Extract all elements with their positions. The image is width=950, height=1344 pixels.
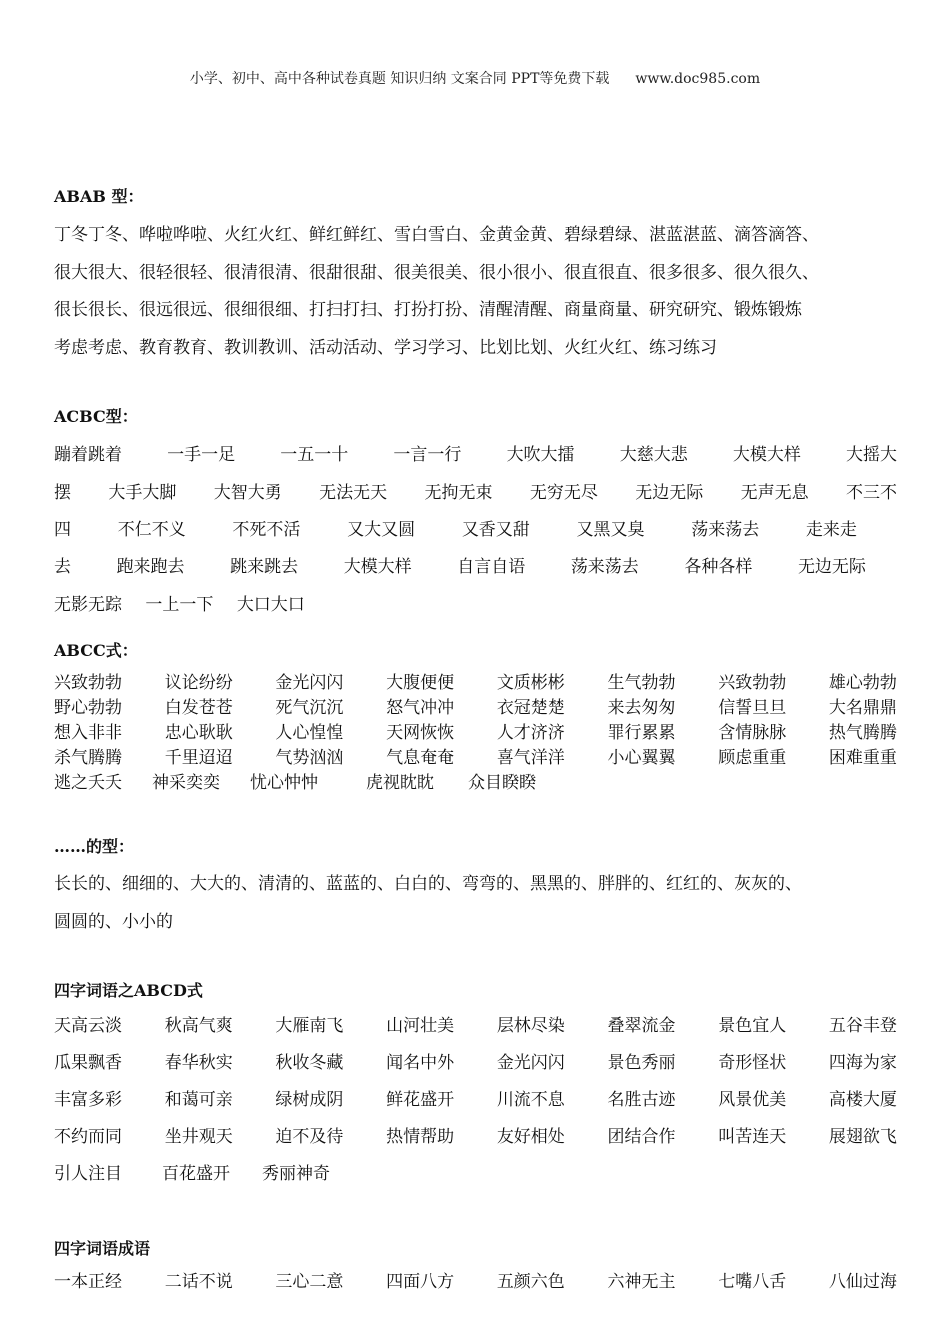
word: 无拘无束 <box>424 483 493 503</box>
acbc-line <box>54 478 904 503</box>
word: 一言一行 <box>393 445 462 465</box>
word: 大模大样 <box>732 445 801 465</box>
word: 野心勃勃 <box>54 698 122 718</box>
word: 想入非非 <box>54 723 122 743</box>
abcd-row <box>54 1012 897 1049</box>
chengyu-title: 四字词语成语 <box>54 1239 151 1258</box>
word: 兴致勃勃 <box>54 673 122 693</box>
abcd-title: 四字词语之ABCD式 <box>54 981 203 1000</box>
abcd-row <box>54 1123 897 1160</box>
word: 喜气洋洋 <box>496 748 565 768</box>
word: 跑来跑去 <box>116 557 185 577</box>
word: 杀气腾腾 <box>54 748 122 768</box>
chengyu-grid <box>54 1268 897 1296</box>
word: 大雁南飞 <box>275 1016 344 1036</box>
word: 迫不及待 <box>275 1127 344 1147</box>
word: 大手大脚 <box>108 483 177 503</box>
word: 秀丽神奇 <box>262 1164 330 1184</box>
abab-line: 丁冬丁冬、哗啦哗啦、火红火红、鲜红鲜红、雪白雪白、金黄金黄、碧绿碧绿、湛蓝湛蓝、滴答滴答、 <box>54 225 819 245</box>
acbc-line <box>54 552 904 577</box>
word: 来去匆匆 <box>607 698 676 718</box>
word: 摆 <box>54 483 71 503</box>
word: 五颜六色 <box>496 1272 565 1292</box>
word: 五谷丰登 <box>828 1016 897 1036</box>
word: 川流不息 <box>496 1090 565 1110</box>
abcd-row <box>54 1160 897 1197</box>
word: 风景优美 <box>718 1090 787 1110</box>
word: 山河壮美 <box>386 1016 455 1036</box>
word: 衣冠楚楚 <box>496 698 565 718</box>
word: 三心二意 <box>275 1272 344 1292</box>
word: 无边无际 <box>797 557 866 577</box>
acbc-line <box>54 440 904 465</box>
word: 人心惶惶 <box>275 723 344 743</box>
word: 六神无主 <box>607 1272 676 1292</box>
word: 无影无踪 <box>54 595 122 615</box>
word: 景色宜人 <box>718 1016 787 1036</box>
word: 气势汹汹 <box>275 748 344 768</box>
word: 名胜古迹 <box>607 1090 676 1110</box>
word: 绿树成阴 <box>275 1090 344 1110</box>
word: 小心翼翼 <box>607 748 676 768</box>
word: 虎视眈眈 <box>366 773 434 793</box>
abcd-row <box>54 1086 897 1123</box>
word: 又黑又臭 <box>576 520 645 540</box>
abcd-grid <box>54 1012 897 1197</box>
word: 四 <box>54 520 71 540</box>
de-title: ……的型： <box>54 837 135 856</box>
de-line: 长长的、细细的、大大的、清清的、蓝蓝的、白白的、弯弯的、黑黑的、胖胖的、红红的、灰灰的、 <box>54 874 802 894</box>
word: 不三不 <box>846 483 897 503</box>
word: 忠心耿耿 <box>164 723 233 743</box>
word: 议论纷纷 <box>164 673 233 693</box>
word: 天高云淡 <box>54 1016 122 1036</box>
word: 大模大样 <box>343 557 412 577</box>
word: 四海为家 <box>828 1053 897 1073</box>
word: 秋收冬藏 <box>275 1053 344 1073</box>
word: 各种各样 <box>684 557 753 577</box>
word: 人才济济 <box>496 723 565 743</box>
word: 去 <box>54 557 71 577</box>
page-header <box>0 68 950 88</box>
word: 无穷无尽 <box>529 483 598 503</box>
abab-line: 很长很长、很远很远、很细很细、打扫打扫、打扮打扮、清醒清醒、商量商量、研究研究、锻炼锻炼 <box>54 300 802 320</box>
word: 热气腾腾 <box>828 723 897 743</box>
word: 一五一十 <box>280 445 349 465</box>
word: 顾虑重重 <box>718 748 787 768</box>
word: 无边无际 <box>635 483 704 503</box>
word: 大名鼎鼎 <box>828 698 897 718</box>
word: 大智大勇 <box>213 483 282 503</box>
word: 千里迢迢 <box>164 748 233 768</box>
acbc-line <box>54 590 904 615</box>
word: 八仙过海 <box>828 1272 897 1292</box>
word: 又大又圆 <box>347 520 416 540</box>
abcc-row <box>54 671 897 696</box>
word: 大腹便便 <box>386 673 455 693</box>
header-text: 小学、初中、高中各种试卷真题 知识归纳 文案合同 PPT等免费下载 <box>189 71 610 87</box>
acbc-line <box>54 515 904 540</box>
word: 神采奕奕 <box>152 773 220 793</box>
word: 无声无息 <box>740 483 809 503</box>
acbc-title: ACBC型： <box>54 407 138 426</box>
abcc-row <box>54 721 897 746</box>
word: 不死不活 <box>232 520 301 540</box>
word: 荡来荡去 <box>570 557 639 577</box>
word: 兴致勃勃 <box>718 673 787 693</box>
word: 忧心忡忡 <box>250 773 318 793</box>
abcc-grid <box>54 671 897 796</box>
word: 金光闪闪 <box>496 1053 565 1073</box>
abcc-row <box>54 746 897 771</box>
word: 坐井观天 <box>164 1127 233 1147</box>
abcd-row <box>54 1049 897 1086</box>
word: 众目睽睽 <box>468 773 536 793</box>
word: 不约而同 <box>54 1127 122 1147</box>
word: 景色秀丽 <box>607 1053 676 1073</box>
word: 金光闪闪 <box>275 673 344 693</box>
word: 生气勃勃 <box>607 673 676 693</box>
word: 大口大口 <box>236 595 305 615</box>
word: 闻名中外 <box>386 1053 455 1073</box>
word: 叠翠流金 <box>607 1016 676 1036</box>
word: 逃之夭夭 <box>54 773 122 793</box>
word: 和蔼可亲 <box>164 1090 233 1110</box>
word: 大慈大悲 <box>619 445 688 465</box>
word: 死气沉沉 <box>275 698 344 718</box>
word: 气息奄奄 <box>386 748 455 768</box>
word: 层林尽染 <box>496 1016 565 1036</box>
word: 一手一足 <box>167 445 236 465</box>
word: 七嘴八舌 <box>718 1272 787 1292</box>
word: 无法无天 <box>319 483 388 503</box>
word: 引人注目 <box>54 1164 122 1184</box>
word: 展翅欲飞 <box>828 1127 897 1147</box>
word: 丰富多彩 <box>54 1090 122 1110</box>
word: 大吹大擂 <box>506 445 575 465</box>
abcc-row <box>54 696 897 721</box>
word: 信誓旦旦 <box>718 698 787 718</box>
word: 二话不说 <box>164 1272 233 1292</box>
word: 秋高气爽 <box>164 1016 233 1036</box>
word: 热情帮助 <box>386 1127 455 1147</box>
word: 一上一下 <box>145 595 214 615</box>
word: 跳来跳去 <box>230 557 299 577</box>
word: 荡来荡去 <box>691 520 760 540</box>
word: 四面八方 <box>386 1272 455 1292</box>
de-line: 圆圆的、小小的 <box>54 912 173 932</box>
word: 蹦着跳着 <box>54 445 122 465</box>
word: 走来走 <box>805 520 857 540</box>
abab-line: 考虑考虑、教育教育、教训教训、活动活动、学习学习、比划比划、火红火红、练习练习 <box>54 338 717 358</box>
chengyu-row <box>54 1268 897 1296</box>
word: 天网恢恢 <box>386 723 455 743</box>
abcc-row <box>54 771 897 796</box>
word: 百花盛开 <box>162 1164 230 1184</box>
word: 白发苍苍 <box>164 698 233 718</box>
word: 高楼大厦 <box>828 1090 897 1110</box>
word: 不仁不义 <box>117 520 186 540</box>
abab-title: ABAB 型： <box>54 187 144 206</box>
header-site: www.doc985.com <box>635 71 761 87</box>
word: 春华秋实 <box>164 1053 233 1073</box>
word: 雄心勃勃 <box>828 673 897 693</box>
word: 困难重重 <box>828 748 897 768</box>
word: 瓜果飘香 <box>54 1053 122 1073</box>
word: 叫苦连天 <box>718 1127 787 1147</box>
word: 含情脉脉 <box>718 723 787 743</box>
abcc-title: ABCC式： <box>54 641 138 660</box>
word: 又香又甜 <box>461 520 530 540</box>
word: 大摇大 <box>845 445 897 465</box>
word: 团结合作 <box>607 1127 676 1147</box>
word: 奇形怪状 <box>718 1053 787 1073</box>
word: 自言自语 <box>457 557 526 577</box>
word: 文质彬彬 <box>496 673 565 693</box>
word: 怒气冲冲 <box>386 698 455 718</box>
word: 友好相处 <box>496 1127 565 1147</box>
word: 一本正经 <box>54 1272 122 1292</box>
word: 罪行累累 <box>607 723 676 743</box>
word: 鲜花盛开 <box>386 1090 455 1110</box>
abab-line: 很大很大、很轻很轻、很清很清、很甜很甜、很美很美、很小很小、很直很直、很多很多、很久很久、 <box>54 263 819 283</box>
